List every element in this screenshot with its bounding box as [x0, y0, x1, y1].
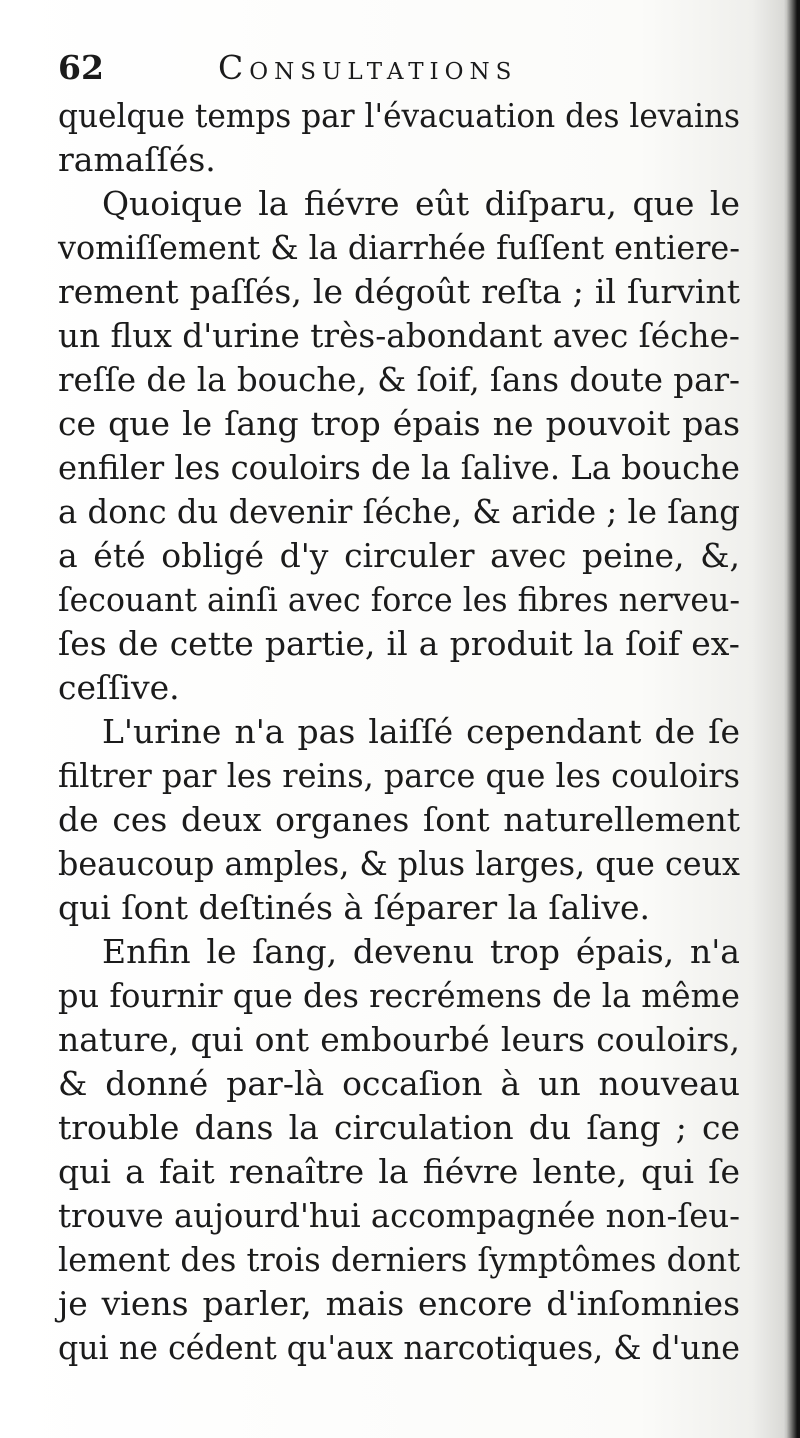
- text-line: ceſſive.: [58, 668, 180, 707]
- paragraph-continued: [58, 94, 740, 182]
- text-line: je viens parler, mais encore d'inſomnies: [58, 1284, 741, 1323]
- text-line: L'urine n'a pas laiſſé cependant de ſe: [102, 712, 740, 751]
- text-line: qui ne cédent qu'aux narcotiques, & d'une: [58, 1328, 741, 1367]
- text-line: trouble dans la circulation du ſang ; ce: [58, 1108, 740, 1147]
- text-line: enfiler les couloirs de la ſalive. La bouche: [58, 448, 740, 487]
- text-line: a donc du devenir ſéche, & aride ; le ſang: [58, 492, 740, 531]
- page-number: 62: [58, 48, 104, 87]
- page-header: [58, 46, 740, 90]
- text-line: qui ſont deſtinés à ſéparer la ſalive.: [58, 888, 651, 927]
- text-line: nature, qui ont embourbé leurs couloirs,: [58, 1020, 740, 1059]
- text-line: ſes de cette partie, il a produit la ſoif ex-: [58, 624, 740, 663]
- text-line: lement des trois derniers ſymptômes dont: [58, 1240, 740, 1279]
- text-line: ce que le ſang trop épais ne pouvoit pas: [58, 404, 740, 443]
- paragraph: [58, 930, 740, 1370]
- text-line: a été obligé d'y circuler avec peine, &,: [58, 536, 741, 575]
- text-line: Enfin le ſang, devenu trop épais, n'a: [102, 932, 740, 971]
- text-line: filtrer par les reins, parce que les couloirs: [58, 756, 740, 795]
- text-line: trouve aujourd'hui accompagnée non-ſeu-: [58, 1196, 740, 1235]
- page-edge-shadow: [786, 0, 800, 1438]
- text-line: quelque temps par l'évacuation des levains: [58, 96, 741, 135]
- text-line: vomiſſement & la diarrhée fuſſent entiere-: [58, 228, 740, 267]
- paragraph: [58, 182, 740, 710]
- text-line: qui a fait renaître la fiévre lente, qui ſe: [58, 1152, 741, 1191]
- text-line: ramaſſés.: [58, 140, 216, 179]
- text-line: reſſe de la bouche, & ſoif, ſans doute par-: [58, 360, 740, 399]
- body-text: [58, 94, 740, 1370]
- running-head: Consultations: [218, 48, 518, 87]
- text-line: rement paſſés, le dégoût reſta ; il ſurvint: [58, 272, 740, 311]
- text-line: un flux d'urine très-abondant avec ſéche-: [58, 316, 740, 355]
- text-line: de ces deux organes ſont naturellement: [58, 800, 740, 839]
- text-line: beaucoup amples, & plus larges, que ceux: [58, 844, 740, 883]
- text-line: pu fournir que des recrémens de la même: [58, 976, 740, 1015]
- paragraph: [58, 710, 740, 930]
- text-line: Quoique la fiévre eût diſparu, que le: [102, 184, 741, 223]
- text-line: & donné par-là occaſion à un nouveau: [58, 1064, 740, 1103]
- text-line: ſecouant ainſi avec force les fibres nerveu-: [58, 580, 741, 619]
